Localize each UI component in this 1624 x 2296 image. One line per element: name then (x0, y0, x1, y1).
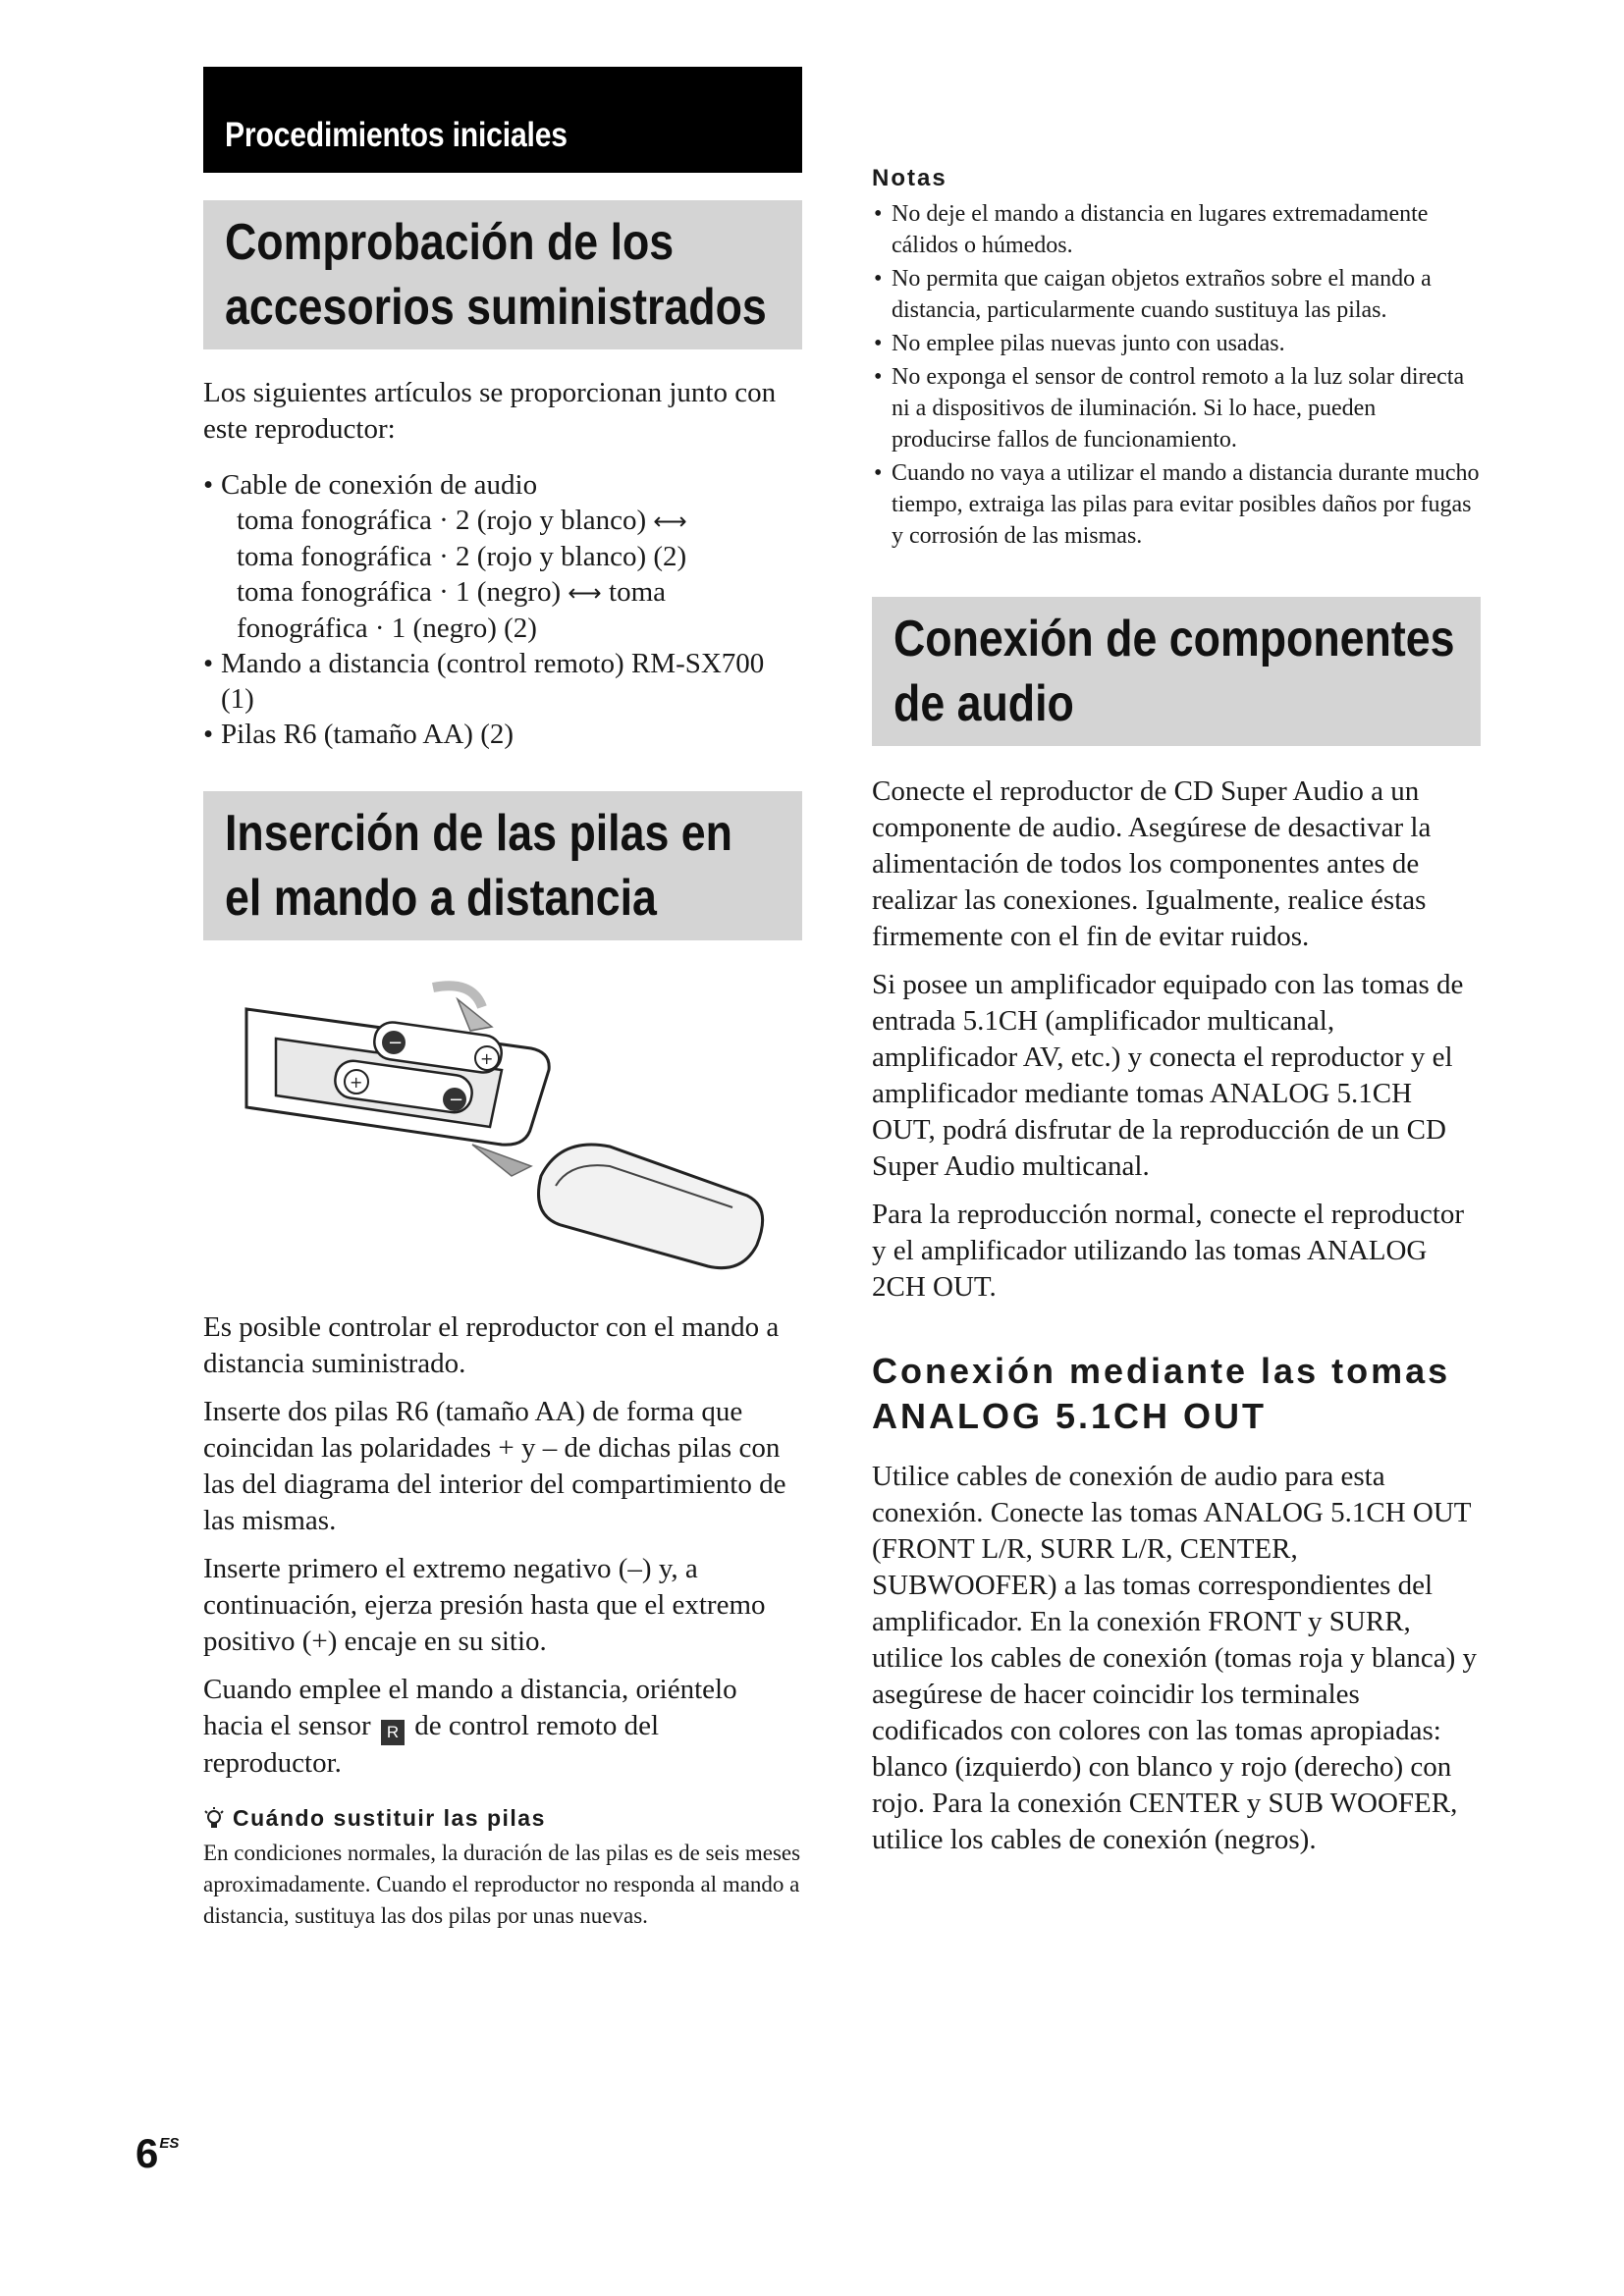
list-item (203, 646, 802, 717)
notes-list (872, 198, 1481, 552)
hint-heading (203, 1805, 802, 1832)
connection-title-line2: de audio (893, 675, 1074, 732)
cable-line-3: toma fonográfica · 1 (negro) (237, 576, 562, 608)
batteries-p4 (203, 1672, 802, 1782)
left-column (203, 67, 802, 1932)
list-item: • Cuando no vaya a utilizar el mando a distancia durante mucho tiempo, extraiga las pilas para evitar posibles daños por fugas y corrosión de las mismas. (872, 457, 1481, 552)
batteries-p3: Inserte primero el extremo negativo (–) y, a continuación, ejerza presión hasta que el extremo positivo (+) encaje en su sitio. (203, 1553, 766, 1657)
right-column (872, 165, 1481, 1858)
batteries-p1: Es posible controlar el reproductor con el mando a distancia suministrado. (203, 1311, 780, 1379)
subhead-line2: ANALOG 5.1CH OUT (872, 1396, 1268, 1436)
double-arrow-icon: ⟷ (653, 507, 687, 535)
accessories-title-line1: Comprobación de los (225, 214, 675, 271)
battery-insertion-illustration (237, 980, 786, 1284)
cable-line-2: toma fonográfica · 2 (rojo y blanco) (2) (237, 541, 687, 572)
accessory-batteries: Pilas R6 (tamaño AA) (2) (221, 719, 514, 750)
subhead-line1: Conexión mediante las tomas (872, 1351, 1451, 1391)
remote-sensor-icon: R (381, 1720, 405, 1745)
cable-line-4: fonográfica · 1 (negro) (2) (237, 613, 537, 644)
hint-text: En condiciones normales, la duración de las pilas es de seis meses aproximadamente. Cuando el reproductor no responda al mando a distancia, sustituya las dos pilas por unas nuevas. (203, 1841, 801, 1928)
batteries-title-box (203, 791, 802, 940)
connection-p1: Conecte el reproductor de CD Super Audio a un componente de audio. Asegúrese de desactivar la alimentación de todos los componentes antes de realizar las conexiones. Igualmente, realice éstas firmemente con el fin de evitar ruidos. (872, 775, 1432, 952)
notes-heading: Notas (872, 165, 947, 191)
accessories-intro: Los siguientes artículos se proporcionan junto con este reproductor: (203, 377, 777, 445)
list-item (203, 467, 802, 646)
page-number (135, 2130, 179, 2177)
svg-text:+: + (350, 1073, 363, 1092)
section-title: Procedimientos iniciales (225, 116, 568, 154)
page-number-suffix: ES (159, 2135, 180, 2152)
cable-line-1: toma fonográfica · 2 (rojo y blanco) (237, 505, 647, 536)
accessories-list (203, 467, 802, 752)
accessories-title-box (203, 200, 802, 349)
connection-p2: Si posee un amplificador equipado con las tomas de entrada 5.1CH (amplificador multicanal, amplificador AV, etc.) y conecta el reproductor y el amplificador mediante tomas ANALOG 5.1CH OUT, podrá disfrutar de la reproducción de un CD Super Audio multicanal. (872, 969, 1464, 1182)
accessories-title-line2: accesorios suministrados (225, 279, 767, 336)
svg-text:+: + (480, 1049, 494, 1068)
connection-p3: Para la reproducción normal, conecte el reproductor y el amplificador utilizando las tomas ANALOG 2CH OUT. (872, 1199, 1465, 1303)
list-item: • No exponga el sensor de control remoto a la luz solar directa ni a dispositivos de iluminación. Si lo hace, pueden producirse fallos de funcionamiento. (872, 361, 1481, 455)
subheading (872, 1349, 1481, 1439)
accessory-cable: Cable de conexión de audio (221, 469, 538, 501)
cable-line-3b: toma (609, 576, 667, 608)
list-item (203, 717, 802, 752)
list-item: • No permita que caigan objetos extraños sobre el mando a distancia, particularmente cuando sustituya las pilas. (872, 263, 1481, 326)
hint-title: Cuándo sustituir las pilas (233, 1805, 546, 1831)
batteries-p2: Inserte dos pilas R6 (tamaño AA) de forma que coincidan las polaridades + y – de dichas pilas con las del diagrama del interior del compartimiento de las mismas. (203, 1396, 786, 1536)
svg-text:−: − (449, 1090, 464, 1110)
insert-arrow-icon (458, 999, 492, 1031)
list-item: • No deje el mando a distancia en lugares extremadamente cálidos o húmedos. (872, 198, 1481, 261)
batteries-p4-a: Cuando emplee el mando a distancia, oriéntelo hacia el sensor (203, 1674, 737, 1741)
svg-text:−: − (388, 1033, 404, 1053)
section-header-bar (203, 67, 802, 173)
lightbulb-icon (203, 1807, 225, 1831)
batteries-title-line2: el mando a distancia (225, 870, 657, 927)
page-number-value: 6 (135, 2130, 159, 2176)
batteries-p4-b: de control remoto del reproductor. (203, 1710, 660, 1779)
connection-p4: Utilice cables de conexión de audio para esta conexión. Conecte las tomas ANALOG 5.1CH OUT (FRONT L/R, SURR L/R, CENTER, SUBWOOFER) a las tomas correspondientes del amplificador. En la conexión FRONT y SURR, utilice los cables de conexión (tomas roja y blanca) y asegúrese de hacer coincidir los terminales codificados con colores con las tomas apropiadas: blanco (izquierdo) con blanco y rojo (derecho) con rojo. Para la conexión CENTER y SUB WOOFER, utilice los cables de conexión (negros). (872, 1461, 1478, 1855)
lid-arrow-icon (472, 1145, 531, 1176)
batteries-title-line1: Inserción de las pilas en (225, 805, 732, 862)
connection-title-line1: Conexión de componentes (893, 611, 1455, 667)
connection-title-box (872, 597, 1481, 746)
double-arrow-icon: ⟷ (568, 579, 602, 607)
list-item: • No emplee pilas nuevas junto con usadas. (872, 328, 1481, 359)
accessory-remote: Mando a distancia (control remoto) RM-SX700 (1) (221, 648, 765, 715)
